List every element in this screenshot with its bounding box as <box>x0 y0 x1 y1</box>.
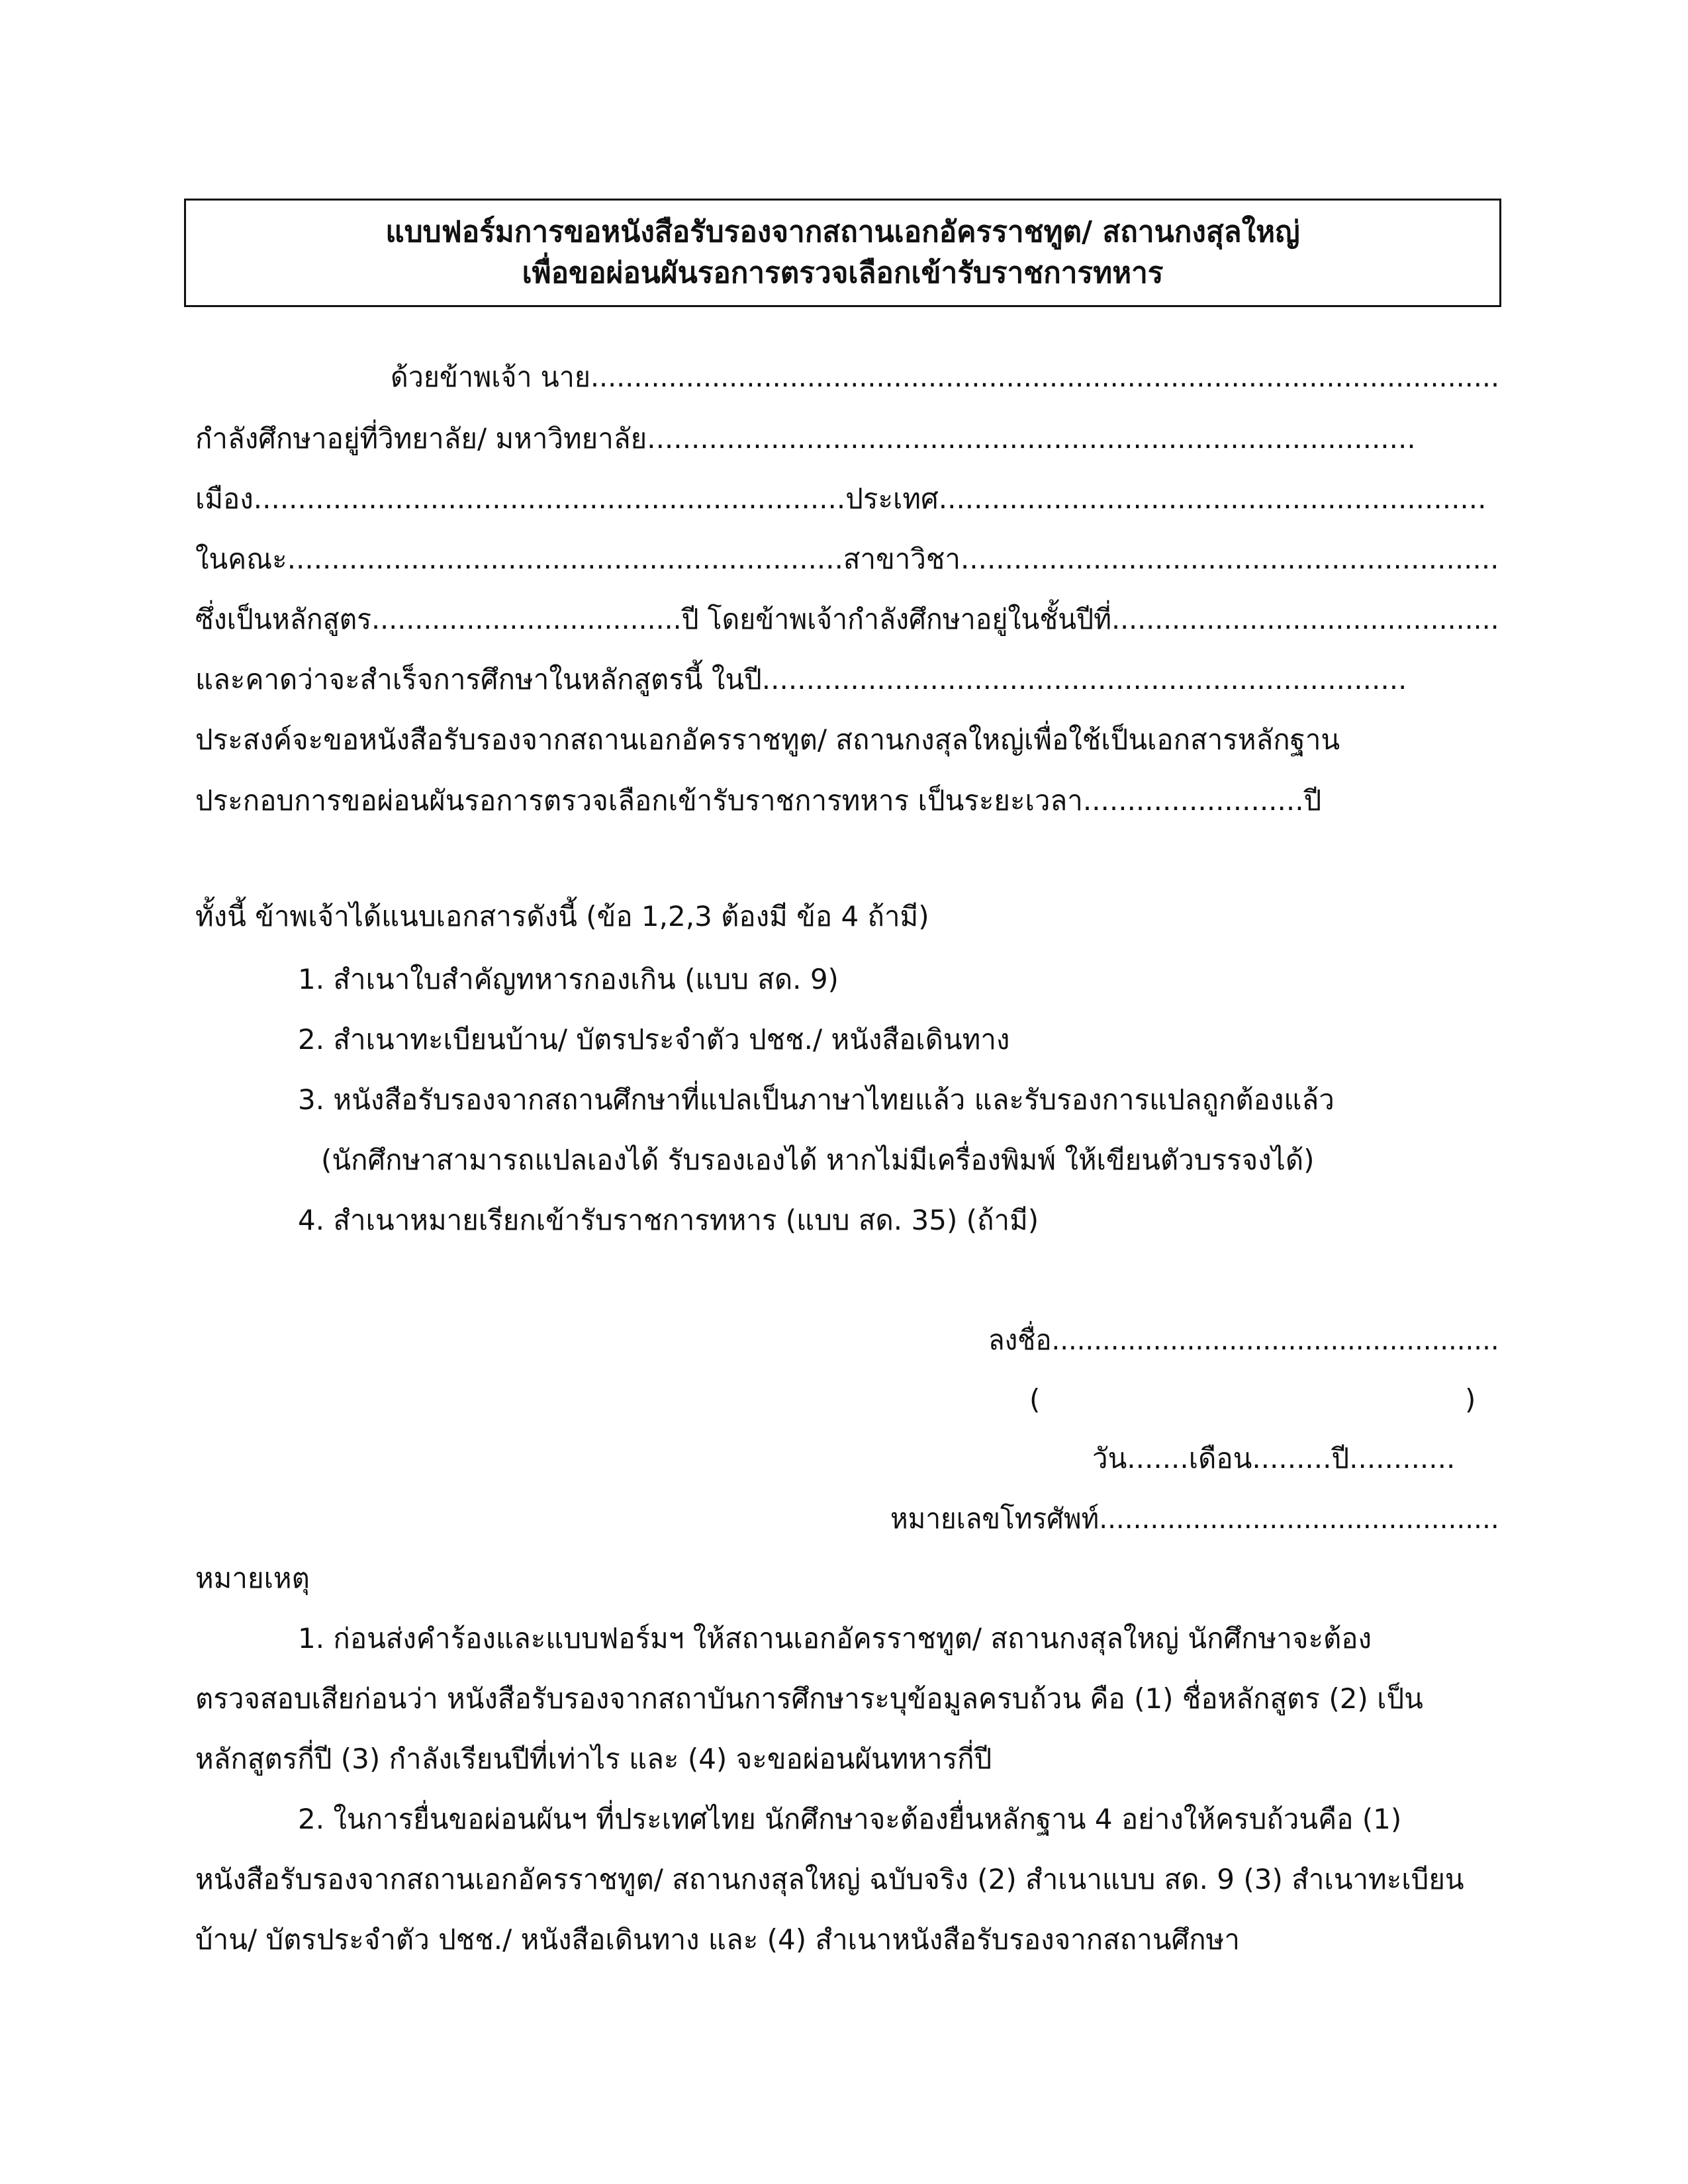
attachments-intro: ทั้งนี้ ข้าพเจ้าได้แนบเอกสารดังนี้ (ข้อ 1,2,3 ต้องมี ข้อ 4 ถ้ามี) <box>195 900 929 933</box>
attachment-item-3-note: (นักศึกษาสามารถแปลเองได้ รับรองเองได้ หากไม่มีเครื่องพิมพ์ ให้เขียนตัวบรรจงได้) <box>321 1144 1315 1176</box>
note-1-line-2: ตรวจสอบเสียก่อนว่า หนังสือรับรองจากสถาบันการศึกษาระบุข้อมูลครบถ้วน คือ (1) ชื่อหลักสูตร (2) เป็น <box>195 1682 1423 1715</box>
form-title-line-2: เพื่อขอผ่อนผันรอการตรวจเลือกเข้ารับราชการทหาร <box>522 256 1164 290</box>
faculty-major-field-line[interactable]: ในคณะ...............................................................สาขาวิชา............................................................. <box>195 543 1499 575</box>
attachment-item-2: 2. สำเนาทะเบียนบ้าน/ บัตรประจำตัว ปชช./ หนังสือเดินทาง <box>298 1023 1010 1056</box>
form-title-box <box>184 199 1501 307</box>
note-1-line-1: 1. ก่อนส่งคำร้องและแบบฟอร์มฯ ให้สถานเอกอัครราชทูต/ สถานกงสุลใหญ่ นักศึกษาจะต้อง <box>298 1622 1372 1655</box>
signature-field-line[interactable]: ลงชื่อ..................................................... <box>988 1324 1499 1356</box>
purpose-line-1: ประสงค์จะขอหนังสือรับรองจากสถานเอกอัครราชทูต/ สถานกงสุลใหญ่เพื่อใช้เป็นเอกสารหลักฐาน <box>195 723 1340 756</box>
date-field-line[interactable]: วัน.......เดือน.........ปี............ <box>1092 1442 1456 1475</box>
printed-name-close-paren: ) <box>1465 1383 1476 1416</box>
city-country-field-line[interactable]: เมือง...................................................................ประเทศ.............................................................. <box>195 482 1487 515</box>
printed-name-field[interactable] <box>1035 1380 1465 1420</box>
course-year-field-line[interactable]: ซึ่งเป็นหลักสูตร....................................ปี โดยข้าพเจ้ากำลังศึกษาอยู่ในชั้นปีที่............................................. <box>195 603 1499 635</box>
purpose-period-field-line[interactable]: ประกอบการขอผ่อนผันรอการตรวจเลือกเข้ารับราชการทหาร เป็นระยะเวลา.........................ปี <box>195 784 1322 817</box>
attachment-item-3: 3. หนังสือรับรองจากสถานศึกษาที่แปลเป็นภาษาไทยแล้ว และรับรองการแปลถูกต้องแล้ว <box>298 1083 1335 1116</box>
note-1-line-3: หลักสูตรกี่ปี (3) กำลังเรียนปีที่เท่าไร และ (4) จะขอผ่อนผันทหารกี่ปี <box>195 1743 992 1775</box>
note-2-line-2: หนังสือรับรองจากสถานเอกอัครราชทูต/ สถานกงสุลใหญ่ ฉบับจริง (2) สำเนาแบบ สด. 9 (3) สำเนาทะเบียน <box>195 1863 1464 1895</box>
attachment-item-1: 1. สำเนาใบสำคัญทหารกองเกิน (แบบ สด. 9) <box>298 963 839 995</box>
graduation-year-field-line[interactable]: และคาดว่าจะสำเร็จการศึกษาในหลักสูตรนี้ ในปี......................................................................... <box>195 663 1407 696</box>
notes-heading: หมายเหตุ <box>195 1562 310 1594</box>
university-field-line[interactable]: กำลังศึกษาอยู่ที่วิทยาลัย/ มหาวิทยาลัย....................................................................................... <box>195 422 1416 455</box>
printed-name-open-paren: ( <box>1029 1383 1041 1416</box>
note-2-line-3: บ้าน/ บัตรประจำตัว ปชช./ หนังสือเดินทาง และ (4) สำเนาหนังสือรับรองจากสถานศึกษา <box>195 1923 1240 1956</box>
note-2-line-1: 2. ในการยื่นขอผ่อนผันฯ ที่ประเทศไทย นักศึกษาจะต้องยื่นหลักฐาน 4 อย่างให้ครบถ้วนคือ (1) <box>298 1803 1402 1835</box>
phone-field-line[interactable]: หมายเลขโทรศัพท์............................................... <box>890 1502 1499 1535</box>
attachment-item-4: 4. สำเนาหมายเรียกเข้ารับราชการทหาร (แบบ สด. 35) (ถ้ามี) <box>298 1204 1039 1236</box>
name-field-line[interactable]: ด้วยข้าพเจ้า นาย......................................................................................................... <box>391 361 1500 393</box>
form-title-line-1: แบบฟอร์มการขอหนังสือรับรองจากสถานเอกอัครราชทูต/ สถานกงสุลใหญ่ <box>385 215 1300 249</box>
